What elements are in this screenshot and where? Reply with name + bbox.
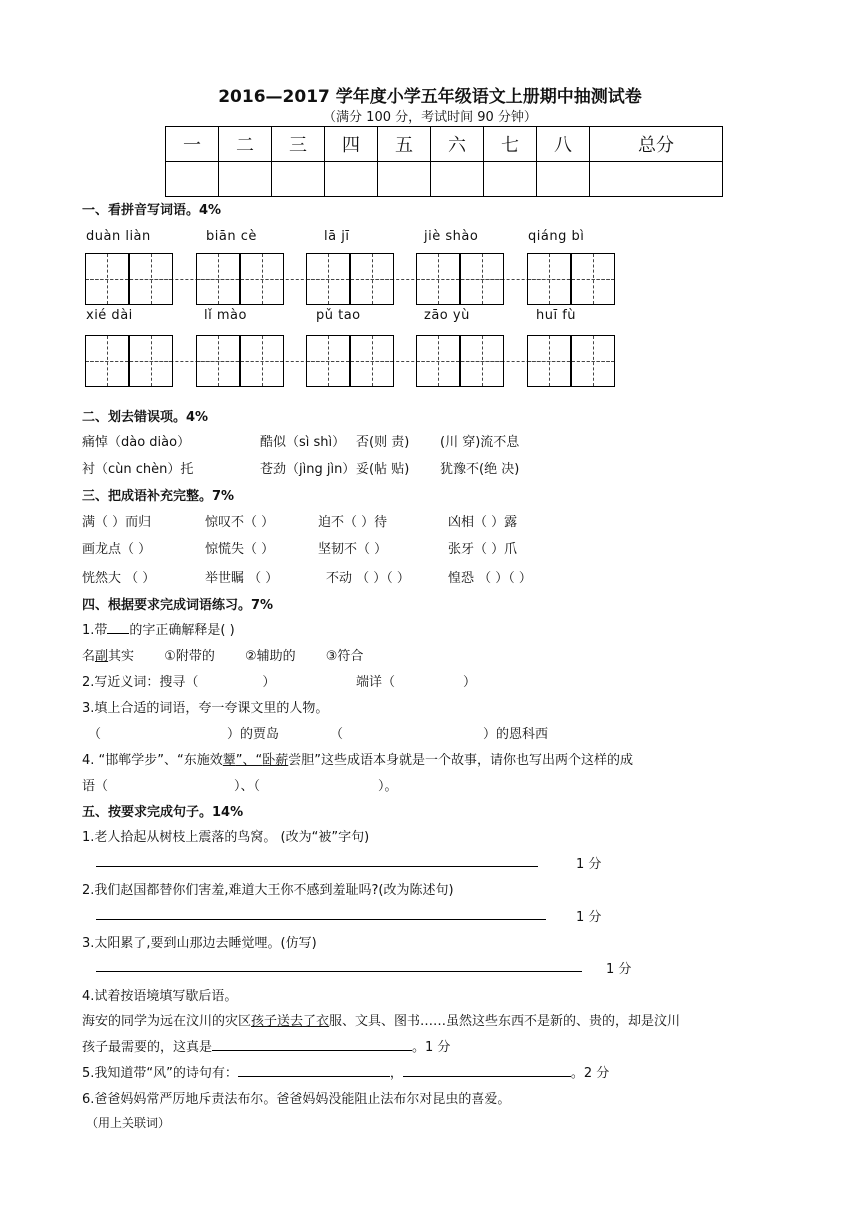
idiom-blank[interactable]: 凶相（ ）露 bbox=[448, 515, 518, 530]
writing-cell[interactable] bbox=[416, 253, 460, 305]
idiom-blank[interactable]: 惊慌失（ ） bbox=[205, 542, 275, 557]
choice-item[interactable]: 酷似（sì shì） bbox=[260, 435, 346, 450]
pinyin-label: pǔ tao bbox=[316, 308, 361, 323]
choice-item[interactable]: 苍劲（jìng jìn） bbox=[260, 462, 356, 477]
choice-item[interactable]: 妥(帖 贴) bbox=[356, 462, 410, 477]
score-label: 1 分 bbox=[606, 962, 632, 977]
choice-item[interactable]: 衬（cùn chèn）托 bbox=[82, 462, 194, 477]
score-label: 1 分 bbox=[576, 910, 602, 925]
writing-cell[interactable] bbox=[416, 335, 460, 387]
question-5-4-answer: 孩子最需要的，这真是 。1 分 bbox=[82, 1040, 451, 1055]
score-header-4: 四 bbox=[325, 127, 378, 162]
answer-line[interactable] bbox=[96, 919, 546, 920]
idiom-blank[interactable]: 恍然大 （ ） bbox=[82, 571, 156, 586]
question-4-4: 4. “邯郸学步”、“东施效颦”、“卧薪尝胆”这些成语本身就是一个故事，请你也写出两个这样的成 bbox=[82, 753, 634, 768]
writing-cell[interactable] bbox=[85, 335, 129, 387]
pinyin-label: xié dài bbox=[86, 308, 133, 323]
writing-cell[interactable] bbox=[460, 335, 504, 387]
pinyin-label: duàn liàn bbox=[86, 229, 151, 244]
question-5-1: 1.老人拾起从树枝上震落的鸟窝。 (改为“被”字句) bbox=[82, 830, 370, 845]
idiom-blank[interactable]: 坚韧不（ ） bbox=[318, 542, 388, 557]
score-table bbox=[165, 126, 723, 197]
question-5-3: 3.太阳累了,要到山那边去睡觉哩。(仿写) bbox=[82, 936, 317, 951]
score-table-header-row bbox=[166, 127, 723, 162]
score-cell[interactable] bbox=[325, 162, 378, 197]
choice-item[interactable]: 犹豫不(绝 决) bbox=[440, 462, 520, 477]
question-4-2b: 端详（ ） bbox=[356, 675, 477, 690]
score-header-1: 一 bbox=[166, 127, 219, 162]
pinyin-label: lā jī bbox=[324, 229, 350, 244]
option-2[interactable]: ②辅助的 bbox=[244, 649, 296, 664]
score-header-7: 七 bbox=[484, 127, 537, 162]
idiom-blank[interactable]: 张牙（ ）爪 bbox=[448, 542, 518, 557]
score-header-3: 三 bbox=[272, 127, 325, 162]
pinyin-label: huī fù bbox=[536, 308, 577, 323]
idiom-blank[interactable]: 惶恐 （ ）（ ） bbox=[448, 571, 532, 586]
pinyin-label: jiè shào bbox=[424, 229, 479, 244]
pinyin-label: qiáng bì bbox=[528, 229, 585, 244]
score-cell[interactable] bbox=[590, 162, 723, 197]
choice-item[interactable]: 否(则 责) bbox=[356, 435, 410, 450]
writing-cell[interactable] bbox=[196, 253, 240, 305]
answer-blank[interactable] bbox=[403, 1064, 571, 1077]
score-label: 1 分 bbox=[576, 857, 602, 872]
idiom-blank[interactable]: 迫不（ ）待 bbox=[318, 515, 388, 530]
choice-item[interactable]: 痛悼（dào diào） bbox=[82, 435, 191, 450]
section-1-heading: 一、看拼音写词语。4% bbox=[82, 203, 222, 218]
score-cell[interactable] bbox=[272, 162, 325, 197]
question-4-1: 1.带 的字正确解释是( ) bbox=[82, 623, 235, 638]
writing-cell[interactable] bbox=[306, 253, 350, 305]
score-cell[interactable] bbox=[537, 162, 590, 197]
idiom-blank[interactable]: 满（ ）而归 bbox=[82, 515, 152, 530]
writing-cell[interactable] bbox=[306, 335, 350, 387]
option-3[interactable]: ③符合 bbox=[325, 649, 364, 664]
page-subtitle: （满分 100 分，考试时间 90 分钟） bbox=[323, 110, 537, 125]
question-5-4: 4.试着按语境填写歇后语。 bbox=[82, 989, 238, 1004]
choice-item[interactable]: (川 穿)流不息 bbox=[440, 435, 520, 450]
pinyin-label: lǐ mào bbox=[204, 308, 247, 323]
section-5-heading: 五、按要求完成句子。14% bbox=[82, 805, 244, 820]
question-4-2: 2.写近义词：搜寻（ ） bbox=[82, 675, 276, 690]
score-cell[interactable] bbox=[431, 162, 484, 197]
answer-blank[interactable] bbox=[212, 1038, 412, 1051]
writing-cell[interactable] bbox=[527, 335, 571, 387]
writing-cell[interactable] bbox=[571, 335, 615, 387]
idiom-blank[interactable]: 举世瞩 （ ） bbox=[205, 571, 279, 586]
score-cell[interactable] bbox=[378, 162, 431, 197]
score-cell[interactable] bbox=[166, 162, 219, 197]
score-cell[interactable] bbox=[219, 162, 272, 197]
question-4-3-blank-1[interactable]: （ ）的贾岛 bbox=[88, 727, 280, 742]
writing-cell[interactable] bbox=[350, 253, 394, 305]
writing-cell[interactable] bbox=[527, 253, 571, 305]
writing-cell[interactable] bbox=[196, 335, 240, 387]
writing-cell[interactable] bbox=[240, 335, 284, 387]
question-4-1-options: 名副其实 ①附带的 ②辅助的 ③符合 bbox=[82, 649, 364, 664]
idiom-blank[interactable]: 画龙点（ ） bbox=[82, 542, 152, 557]
option-1[interactable]: ①附带的 bbox=[164, 649, 215, 664]
question-5-5: 5.我知道带“风”的诗句有： ， 。2 分 bbox=[82, 1066, 610, 1081]
page-title: 2016—2017 学年度小学五年级语文上册期中抽测试卷 bbox=[218, 87, 642, 107]
question-4-3: 3.填上合适的词语，夸一夸课文里的人物。 bbox=[82, 701, 329, 716]
question-5-4-context: 海安的同学为远在汶川的灾区孩子送去了衣服、文具、图书……虽然这些东西不是新的、贵的，却是汶川 bbox=[82, 1014, 681, 1029]
pinyin-label: biān cè bbox=[206, 229, 257, 244]
score-header-2: 二 bbox=[219, 127, 272, 162]
answer-blank[interactable] bbox=[238, 1064, 390, 1077]
writing-cell[interactable] bbox=[129, 335, 173, 387]
score-header-5: 五 bbox=[378, 127, 431, 162]
score-cell[interactable] bbox=[484, 162, 537, 197]
writing-cell[interactable] bbox=[571, 253, 615, 305]
section-2-heading: 二、划去错误项。4% bbox=[82, 410, 209, 425]
score-header-total: 总分 bbox=[590, 127, 723, 162]
question-5-2: 2.我们赵国都替你们害羞,难道大王你不感到羞耻吗?(改为陈述句) bbox=[82, 883, 454, 898]
section-4-heading: 四、根据要求完成词语练习。7% bbox=[82, 598, 274, 613]
answer-line[interactable] bbox=[96, 866, 538, 867]
score-header-8: 八 bbox=[537, 127, 590, 162]
section-3-heading: 三、把成语补充完整。7% bbox=[82, 489, 235, 504]
idiom-blank[interactable]: 不动 （ ）（ ） bbox=[326, 571, 410, 586]
question-4-4-answer[interactable]: 语（ ）、（ ）。 bbox=[82, 779, 398, 794]
writing-cell[interactable] bbox=[129, 253, 173, 305]
question-5-6-note: （用上关联词） bbox=[86, 1116, 171, 1130]
idiom-blank[interactable]: 惊叹不（ ） bbox=[205, 515, 275, 530]
writing-cell[interactable] bbox=[85, 253, 129, 305]
writing-cell[interactable] bbox=[240, 253, 284, 305]
writing-cell[interactable] bbox=[460, 253, 504, 305]
answer-line[interactable] bbox=[96, 971, 582, 972]
writing-cell[interactable] bbox=[350, 335, 394, 387]
pinyin-label: zāo yù bbox=[424, 308, 470, 323]
score-header-6: 六 bbox=[431, 127, 484, 162]
question-5-6: 6.爸爸妈妈常严厉地斥责法布尔。爸爸妈妈没能阻止法布尔对昆虫的喜爱。 bbox=[82, 1092, 511, 1107]
score-table-blank-row bbox=[166, 162, 723, 197]
question-4-3-blank-2[interactable]: （ ）的恩科西 bbox=[330, 727, 549, 742]
